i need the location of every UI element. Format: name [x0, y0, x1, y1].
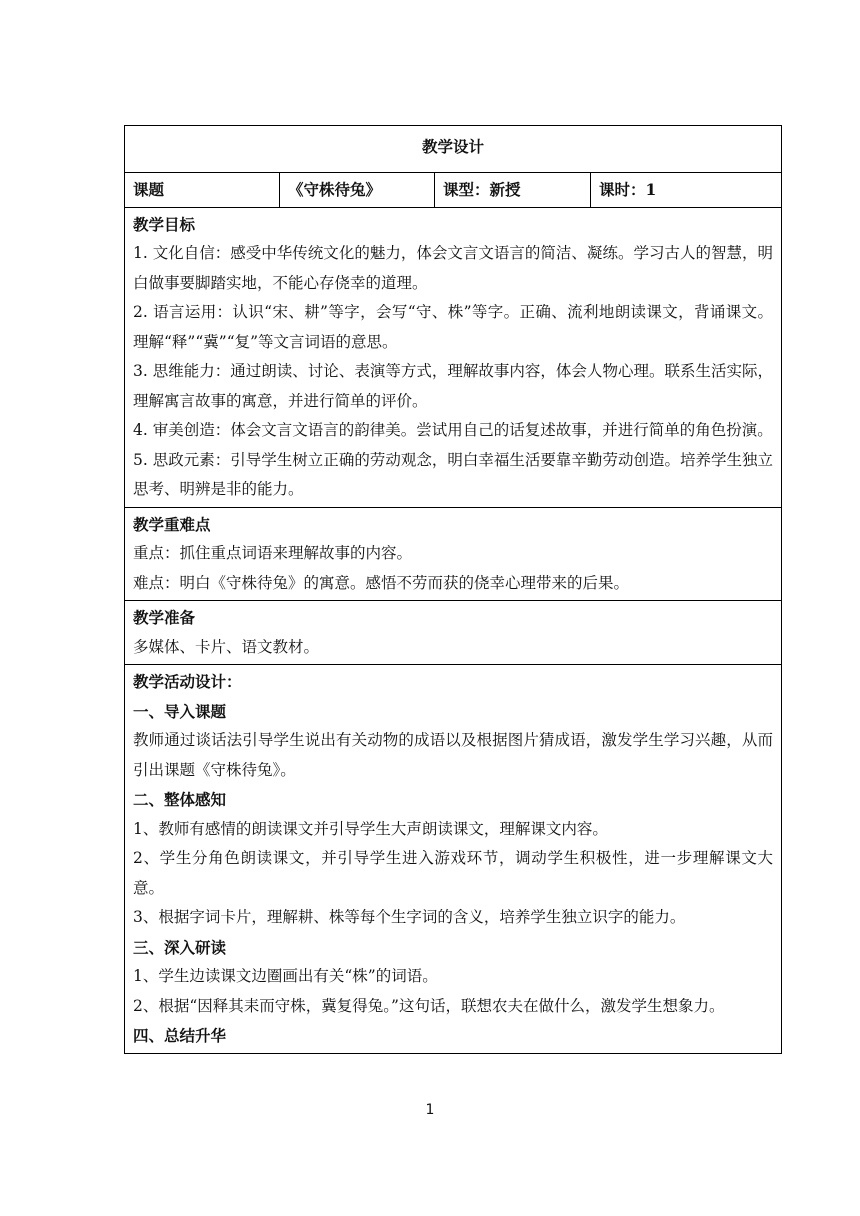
section-item: 1、学生边读课文边圈画出有关“株”的词语。: [133, 967, 438, 985]
objective-item: 2. 语言运用：认识“宋、耕”等字，会写“守、株”等字。正确、流利地朗读课文，背诵课文。理解“释”“冀”“复”等文言词语的意思。: [133, 303, 774, 351]
objective-item: 1. 文化自信：感受中华传统文化的魅力，体会文言文语言的简洁、凝练。学习古人的智慧，明白做事要脚踏实地，不能心存侥幸的道理。: [133, 244, 774, 292]
objective-item: 3. 思维能力：通过朗读、讨论、表演等方式，理解故事内容，体会人物心理。联系生活实际，理解寓言故事的寓意，并进行简单的评价。: [133, 362, 774, 410]
preparation-cell: [125, 601, 782, 665]
key-points-heading: 教学重难点: [133, 514, 211, 534]
document-title: 教学设计: [125, 126, 782, 173]
lesson-type: 课型：新授: [435, 173, 591, 208]
section-item: 2、根据“因释其耒而守株，冀复得兔。”这句话，联想农夫在做什么，激发学生想象力。: [133, 996, 725, 1015]
preparation-text: 多媒体、卡片、语文教材。: [133, 637, 320, 656]
topic-label: 课题: [125, 173, 280, 208]
section-item: 2、学生分角色朗读课文，并引导学生进入游戏环节，调动学生积极性，进一步理解课文大意。: [133, 849, 774, 897]
objectives-heading: 教学目标: [133, 214, 196, 234]
key-focus: 重点：抓住重点词语来理解故事的内容。: [133, 544, 413, 562]
section-text: 教师通过谈话法引导学生说出有关动物的成语以及根据图片猜成语，激发学生学习兴趣，从而引出课题《守株待兔》。: [133, 731, 774, 779]
section-item: 3、根据字词卡片，理解耕、株等每个生字词的含义，培养学生独立识字的能力。: [133, 908, 686, 926]
objectives-cell: [125, 207, 782, 507]
key-difficulty: 难点：明白《守株待兔》的寓意。感悟不劳而获的侥幸心理带来的后果。: [133, 573, 630, 592]
activities-cell: [125, 665, 782, 1054]
lesson-hours: 课时：1: [591, 173, 782, 208]
section-title: 一、导入课题: [133, 701, 227, 721]
topic-value: 《守株待兔》: [280, 173, 435, 208]
section-item: 1、教师有感情的朗读课文并引导学生大声朗读课文，理解课文内容。: [133, 819, 608, 838]
preparation-heading: 教学准备: [133, 608, 196, 627]
section-title: 二、整体感知: [133, 790, 227, 809]
objective-item: 5. 思政元素：引导学生树立正确的劳动观念，明白幸福生活要靠辛勤劳动创造。培养学生独立思考、明辨是非的能力。: [133, 450, 774, 498]
section-title: 三、深入研读: [133, 937, 227, 957]
section-title: 四、总结升华: [133, 1026, 227, 1045]
activities-heading: 教学活动设计：: [133, 672, 242, 691]
key-points-cell: [125, 507, 782, 601]
page-number: 1: [425, 1102, 435, 1118]
lesson-plan-table: [124, 125, 782, 1054]
objective-item: 4. 审美创造：体会文言文语言的韵律美。尝试用自己的话复述故事，并进行简单的角色扮演。: [133, 421, 773, 439]
